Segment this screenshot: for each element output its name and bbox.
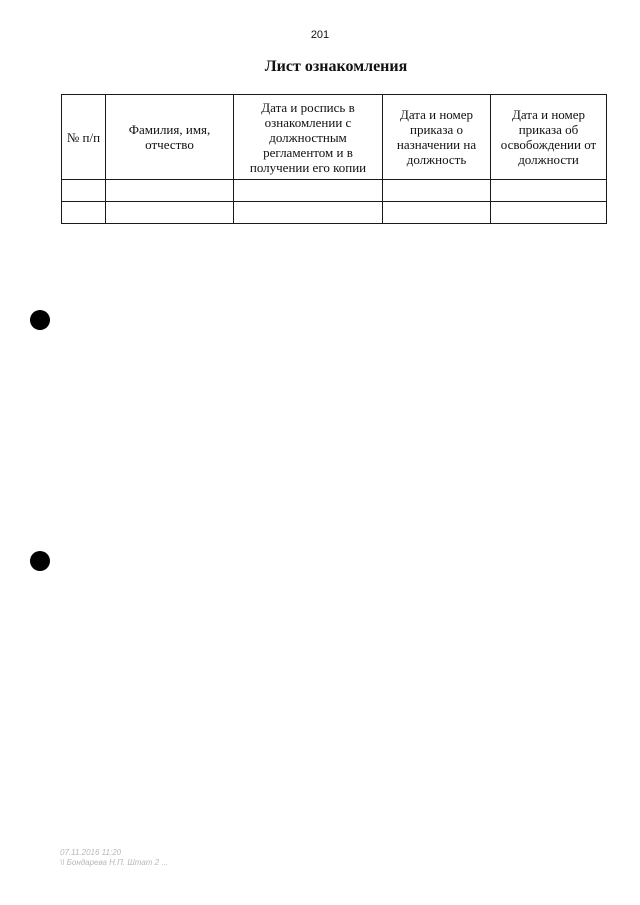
table-header-row (62, 95, 607, 180)
table-cell (62, 202, 106, 224)
footer-stamp-line2: \\ Бондарева Н.П. Штат 2 ... (60, 858, 169, 867)
column-header-appointment-order: Дата и номер приказа о назначении на должность (383, 95, 491, 180)
table-row (62, 180, 607, 202)
column-header-acknowledgement-date-signature: Дата и роспись в ознакомлении с должностным регламентом и в получении его копии (234, 95, 383, 180)
table-cell (106, 180, 234, 202)
footer-stamp-line1: 07.11.2016 11:20 (60, 848, 122, 857)
punch-hole-top (30, 310, 50, 330)
table-cell (106, 202, 234, 224)
footer-stamp (60, 848, 168, 868)
column-header-full-name: Фамилия, имя, отчество (106, 95, 234, 180)
page-number: 201 (310, 29, 330, 41)
table-cell (234, 202, 383, 224)
table-cell (491, 202, 607, 224)
table-cell (383, 202, 491, 224)
acknowledgement-table (61, 94, 607, 224)
table-cell (383, 180, 491, 202)
column-header-dismissal-order: Дата и номер приказа об освобождении от должности (491, 95, 607, 180)
table-row (62, 202, 607, 224)
column-header-number: № п/п (62, 95, 106, 180)
table-cell (491, 180, 607, 202)
page-title: Лист ознакомления (264, 58, 408, 75)
table-cell (234, 180, 383, 202)
punch-hole-bottom (30, 551, 50, 571)
table-cell (62, 180, 106, 202)
